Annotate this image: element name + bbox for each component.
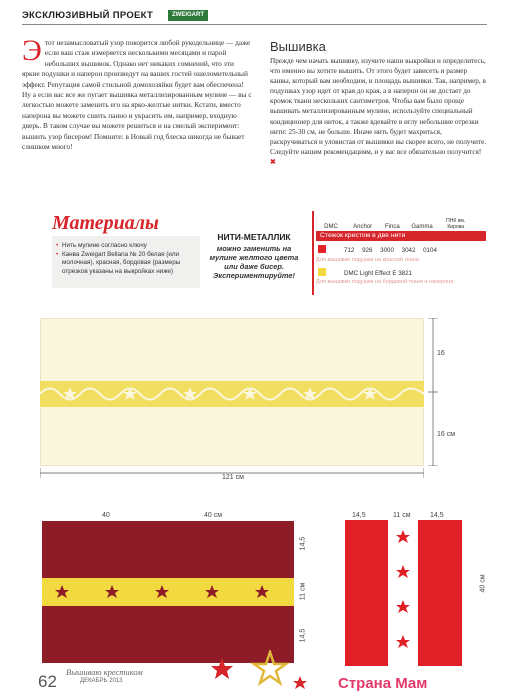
stitch-type-bar: Стежок крестом в две нити bbox=[316, 231, 486, 241]
key-col-finca: Finca bbox=[385, 224, 400, 230]
panel-b-top-right: 14,5 bbox=[430, 512, 444, 519]
key-code: 3000 bbox=[380, 247, 394, 254]
key-row-red bbox=[344, 247, 437, 254]
intro-text: тот незамысловатый узор покорится любой рукодельнице — даже если ваш стаж измеряется несколькими месяцами и парой небольших вышивок. Однако нет никаких сомнений, что эти яркие подушки и наперон произведут на ваших гостей ошеломительный эффект. Репутация самой стильной домохозяйки будет вам обеспечена! Ну а если вас все же пугает вышивка металлизированным мулине — вы с легкостью можете заменить его на ярко-желтые нитки. Кстати, вместо наперона вы можете сшить панно и украсить им, например, входную дверь. В таком случае вы можете решиться и на смелый эксперимент: вышить узор бисером! Помните: в Новый год блеска никогда не бывает слишком много! bbox=[22, 38, 252, 152]
gold-pattern-band bbox=[40, 375, 424, 413]
height-bottom-label: 16 см bbox=[437, 431, 456, 438]
header-divider bbox=[22, 24, 487, 25]
materials-list bbox=[56, 242, 198, 276]
thread-key-header bbox=[316, 218, 486, 230]
panel-a-side-bottom: 14,5 bbox=[299, 628, 307, 643]
key-code: 712 bbox=[344, 247, 355, 254]
key-note-red: Для вышивки подушки на красной ткани bbox=[316, 257, 419, 263]
key-note-gold: Для вышивки подушки на бордовой ткани и наперона bbox=[316, 279, 454, 285]
materials-item: • Нить мулине согласно ключу bbox=[56, 242, 198, 251]
embroidery-text: Прежде чем начать вышивку, изучите наши выкройки и определитесь, что именно вы хотите вышить. От этого будет зависеть и размер канвы, который вам необходим, и площадь вышивки. Так, например, в подушках узор идет от края до края, а в наперон он не достает до кромок ткани нескольких сантиметров. Чтобы вам было проще вышивать металлизированным мулине, используйте специальный кондиционер для ниток, а также вдевайте в иглу небольшие отрезки нити: 25-30 см, не больше. Иначе нить будет махриться, раскручиваться и уловистая от вышивки вы скорее всего, не получите. Следуйте нашим рекомендациям, и у вас все обязательно получится! bbox=[270, 57, 487, 156]
gold-swatch bbox=[318, 268, 326, 276]
decorative-stars-icon bbox=[200, 650, 320, 700]
embroidery-paragraph bbox=[270, 56, 488, 167]
red-swatch bbox=[318, 245, 326, 253]
panel-a-side-top: 14,5 bbox=[299, 536, 307, 551]
section-title: ЭКСКЛЮЗИВНЫЙ ПРОЕКТ bbox=[22, 10, 154, 21]
panel-a-left-width: 40 bbox=[102, 512, 110, 519]
height-dimension-line bbox=[428, 318, 438, 466]
panel-b-top-left: 14,5 bbox=[352, 512, 366, 519]
magazine-logo: Вышиваю крестиком bbox=[66, 667, 143, 677]
burgundy-pattern-band bbox=[42, 572, 294, 612]
key-code: 926 bbox=[362, 247, 373, 254]
metallic-text: можно заменить на мулине желтого цвета или даже бисер. Экспериментируйте! bbox=[209, 244, 299, 280]
key-col-anchor: Anchor bbox=[353, 224, 373, 230]
embroidery-heading: Вышивка bbox=[270, 39, 326, 54]
page-number: 62 bbox=[38, 672, 57, 691]
key-row-gold: DMC Light Effect E 3821 bbox=[344, 270, 412, 277]
panel-a-side-mid: 11 см bbox=[299, 582, 307, 601]
panel-b-side: 40 см bbox=[479, 574, 487, 593]
key-code: 3042 bbox=[401, 247, 416, 254]
materials-item: • Канва Zweigart Bellana № 20 белая (или молочная), красная, бордовая (размеры отрезков указаны на выкройках ниже) bbox=[56, 251, 198, 277]
width-label: 121 см bbox=[222, 474, 244, 481]
end-cross-icon: ✖ bbox=[270, 157, 277, 166]
key-code: 0104 bbox=[423, 247, 437, 254]
height-top-label: 16 bbox=[437, 350, 445, 357]
panel-a-right-width: 40 см bbox=[204, 512, 223, 519]
key-col-pnk: ПНК им. Кирова bbox=[446, 218, 466, 230]
issue-date: ДЕКАБРЬ 2013 bbox=[80, 678, 123, 684]
site-watermark: Страна Мам bbox=[338, 675, 428, 692]
intro-paragraph bbox=[22, 34, 252, 152]
materials-heading: Материалы bbox=[52, 212, 159, 234]
white-pattern-band bbox=[382, 520, 424, 666]
panel-b-top-mid: 11 см bbox=[393, 512, 411, 519]
key-col-gamma: Gamma bbox=[411, 224, 433, 230]
brand-badge: ZWEIGART bbox=[168, 10, 208, 21]
drop-cap: Э bbox=[22, 34, 42, 67]
metallic-heading: НИТИ-МЕТАЛЛИК bbox=[217, 232, 291, 242]
key-col-dmc: DMC bbox=[324, 224, 338, 230]
